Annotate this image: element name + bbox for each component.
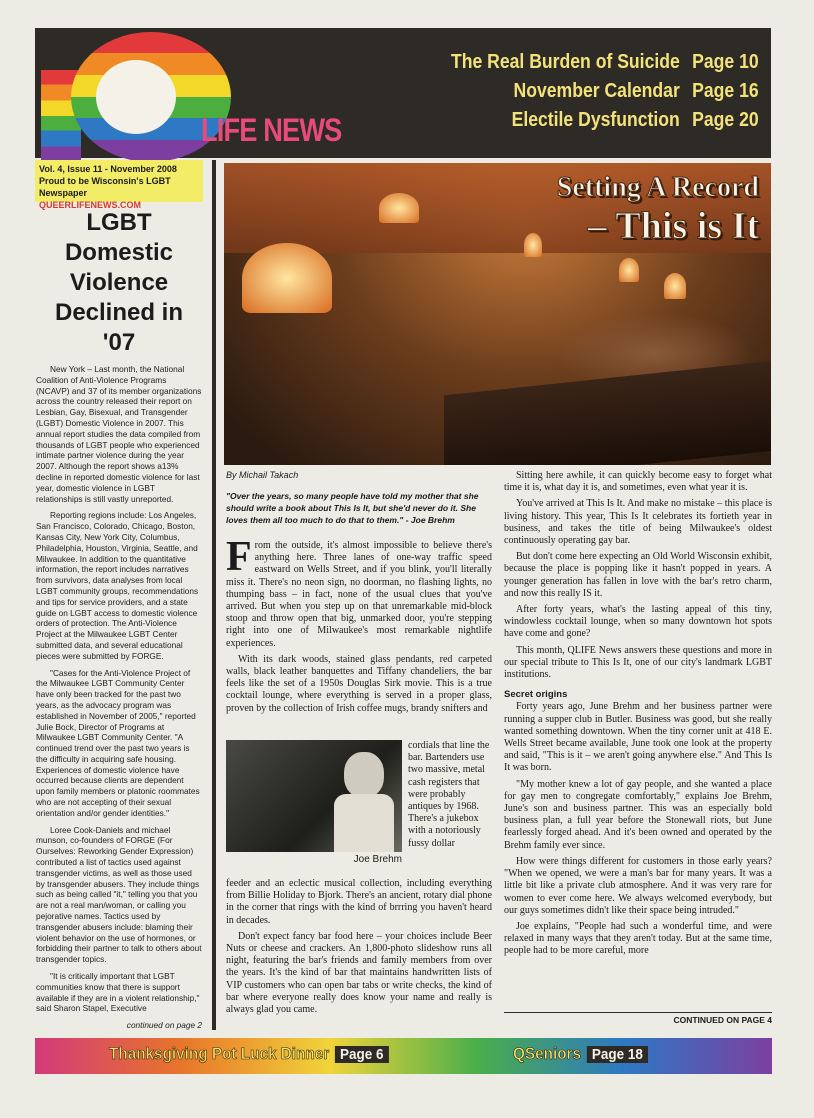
left-continued[interactable]: continued on page 2 (126, 1020, 202, 1031)
feature-photo (224, 163, 771, 465)
feature-body-col1-cont: feeder and an eclectic musical collection, including everything from Billie Holiday to Bjork. There's an ancient, rotary dial phone in the corner that rings with the kind of brrring you haven't heard in decades. Don't expect fancy bar food here – your choices include Beer Nuts or cheese and crackers. An 1,800-photo slideshow runs all night, featuring the bar's friends and family members from over the years. It's the kind of bar that maintains handwritten lists of VIP customers who can open bar tabs or write checks, the kind of bar where everyone really does know your name and really is always glad you came. (226, 878, 492, 1016)
footer-banner (35, 1038, 772, 1074)
photo-credit: By Michail Takach (226, 470, 299, 480)
wrap-text: cordials that line the bar. Bartenders use two massive, metal cash registers that were probably antiques by 1968. There's a jukebox with a notoriously fussy dollar (408, 740, 490, 849)
teasers (451, 48, 759, 135)
teaser[interactable]: November Calendar Page 16 (513, 80, 759, 102)
teaser[interactable]: The Real Burden of Suicide Page 10 (451, 51, 759, 73)
pull-quote: "Over the years, so many people have told my mother that she should write a book about This Is It, but she'd never do it. She loves them all too much to do that to them." - Joe Brehm (226, 491, 479, 525)
drop-cap: F (226, 534, 252, 580)
left-body: New York – Last month, the National Coalition of Anti-Violence Programs (NCAVP) and 37 of its member organizations across the country released their report on Lesbian, Gay, Bisexual, and Transgender (LGBT) Domestic Violence in 2007. This annual report studies the data compiled from thousands of LGBT people who experienced intimate partner violence during the year 2007. Although the report shows a13% decline in reported domestic violence for last year, domestic violence in LGBT relationships is still vastly unreported. Reporting regions include: Los Angeles, San Francisco, Colorado, Chicago, Boston, Kansas City, New York City, Columbus, Philadelphia, Houston, Virginia, Seattle, and Milwaukee. In addition to the quantitative information, the report includes narratives from survivors, data analyses from local LGBT community groups, recommendations and tips for service providers, and a state guide on LGBT access to domestic violence orders of protection. The Anti-Violence Project at the Milwaukee LGBT Center submitted data, and several educational pieces were submitted by FORGE. "Cases for the Anti-Violence Project of the Milwaukee LGBT Community Center have only been tracked for the past two years, as the advocacy program was established in November of 2005," reported Julie Bock, Director of Programs at Milwaukee LGBT Community Center. "A continued trend over the past two years is the difficulty in acquiring safe housing. Experiences of domestic violence have occurred because clients are dependent upon family members or platonic roommates who are not accepting of their sexual orientation and/or gender identities." Loree Cook-Daniels and michael munson, co-founders of FORGE (For Ourselves: Reworking Gender Expression) contributed a list of tactics used against transgender victims, as well as those used by transgender abusers. They include things such as being called "it," telling you that you are not a real man/woman, or calling you pejorative names. Tactics used by transgender abusers include: blaming their violent behavior on the use of hormones, or forbidding their partner to talk to others about transgender topics. "It is critically important that LGBT communities know that there is support available if they are in a violent relationship," said Sharon Stapel, Executive continued on page 2 (36, 364, 202, 1031)
feature-body-col2: Sitting here awhile, it can quickly become easy to forget what time it is, what day it is, and sometimes, even what year it is. You've arrived at This Is It. And make no mistake – this place is living history. This year, This Is It celebrates its fortieth year in business, and takes the title of being Milwaukee's oldest continuously operating gay bar. But don't come here expecting an Old World Wisconsin exhibit, because the place is popping like it hasn't popped in years. A younger generation has fallen in love with the bar's retro charm, and now this really IS it. After forty years, what's the lasting appeal of this tiny, windowless cocktail lounge, when so many downtown hot spots have come and gone? This month, QLIFE News answers these questions and more in our special tribute to This Is It, one of our city's landmark LGBT institutions. Secret origins Forty years ago, June Brehm and her business partner were running a supper club in Butler. Business was good, but she really wanted something downtown. When the tiny corner unit at 418 E. Wells Street became available, June took one look at the property and said, "This is it – we aren't going anywhere else." And This Is It was born. "My mother knew a lot of gay people, and she wanted a place for gay men to congregate comfortably," explains Joe Brehm, June's son and business partner. This was an especially bold business plan, a full year before the Stonewall riots, but June fearlessly forged ahead. And it's been owned and operated by the Brehm family ever since. How were things different for customers in those early years? "When we opened, we were a man's bar for many years. It was a little bit like a private club atmosphere. And it was very rare for women to ever come here. We always welcomed everybody, but our guys sometimes didn't like their space being intruded." Joe explains, "People had such a wonderful time, and were relaxed in many ways that they aren't today. But at the same time, people had to be more careful, more (504, 470, 772, 957)
logo-q-center (96, 60, 176, 134)
issue-info: Vol. 4, Issue 11 - November 2008 Proud to be Wisconsin's LGBT Newspaper QUEERLIFENEWS.COM (35, 160, 203, 202)
inset-caption: Joe Brehm (353, 854, 402, 865)
footer-teaser[interactable]: Thanksgiving Pot Luck Dinner Page 6 (109, 1044, 389, 1064)
feature-body-col1: From the outside, it's almost impossible to believe there's anything here. Three lanes of one-way traffic speed eastward on Wells Street, and if you blink, you'll literally miss it. There's no neon sign, no doorman, no flashing lights, no thumping bass – in fact, none of the usual clues that you've arrived. But when you step up on that unremarkable mid-block stoop and throw open that big, unmarked door, you're stepping right into one of Milwaukee's most remarkable nightlife experiences. With its dark woods, stained glass pendants, red carpeted walls, black leather banquettes and Tiffany chandeliers, the bar feels like the set of a 1950s Douglas Sirk movie. This is a true cocktail lounge, where everything is served in a proper glass, proven by the collection of Irish coffee mugs, brandy snifters and (226, 534, 492, 714)
subhead: Secret origins (504, 689, 568, 701)
feature-continued[interactable]: CONTINUED ON PAGE 4 (504, 1012, 772, 1025)
site-url[interactable]: QUEERLIFENEWS.COM (39, 200, 142, 210)
teaser[interactable]: Electile Dysfunction Page 20 (511, 109, 759, 131)
left-article (36, 208, 202, 1031)
masthead (35, 28, 771, 158)
left-headline: LGBT Domestic Violence Declined in '07 (54, 209, 184, 356)
feature-headline: Setting A Record – This is It (556, 172, 759, 247)
column-divider (212, 160, 216, 1030)
inset-photo (226, 740, 404, 864)
footer-teaser[interactable]: QSeniors Page 18 (513, 1044, 648, 1064)
brand-name: LIFE NEWS (201, 112, 342, 148)
